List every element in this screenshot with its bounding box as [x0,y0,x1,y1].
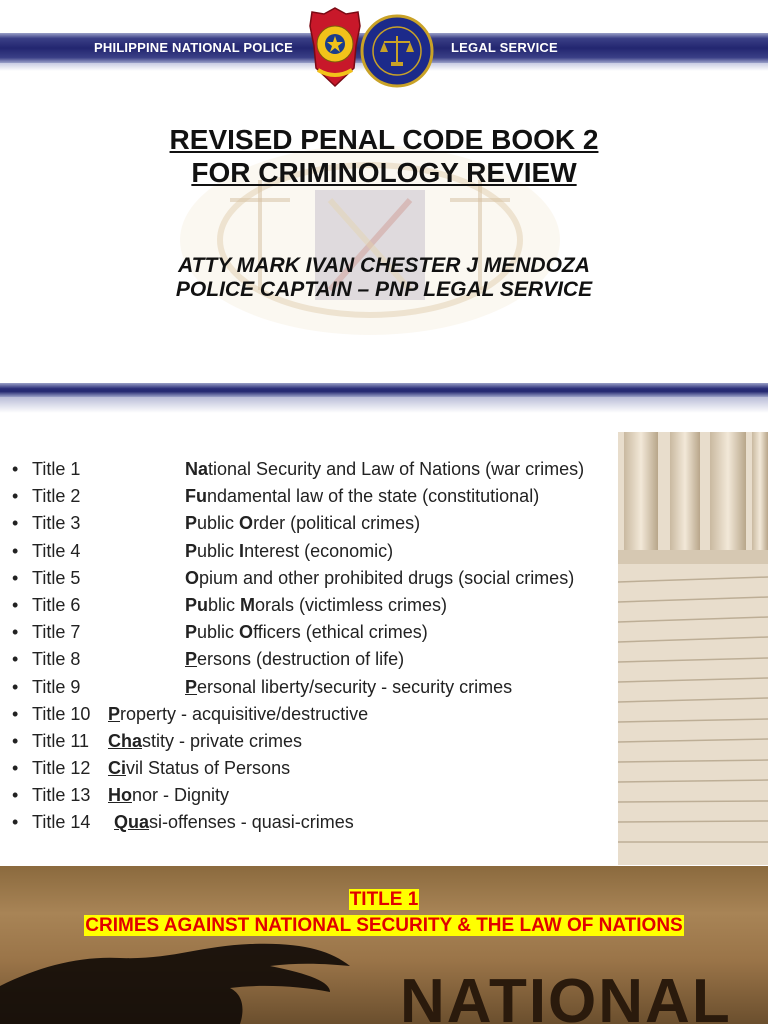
title-label: Title 6 [32,594,81,615]
title-row [12,812,618,839]
description-text-rest: rder (political crimes) [253,513,421,534]
title-row [12,568,618,595]
title-label: Title 3 [32,513,81,534]
description-text: nor - Dignity [132,785,230,806]
title-description [185,513,420,534]
mnemonic-key-underline [108,785,132,805]
title-slide [0,0,768,415]
bullet-icon: • [12,459,19,479]
slide-title-line1: REVISED PENAL CODE BOOK 2 [169,124,599,155]
mnemonic-key-underline [108,704,120,724]
mnemonic-key-underline [108,758,126,778]
court-columns-image [618,432,768,865]
title-description [108,785,229,806]
author-position: POLICE CAPTAIN – PNP LEGAL SERVICE [175,278,593,301]
bullet-icon: • [12,785,19,806]
title-description [114,812,354,833]
title-description [185,622,428,643]
title-row [12,785,618,812]
title-row [12,649,618,676]
mnemonic-key: Pu [185,594,209,615]
title-label: Title 2 [32,486,81,507]
title-row [12,595,618,622]
title-description [185,649,404,670]
mnemonic-key: Cha [108,730,143,751]
mnemonic-key: P [185,676,198,697]
bullet-icon: • [12,540,19,561]
title-description [108,731,302,752]
bullet-icon: • [12,486,19,507]
mnemonic-key: Ci [108,758,126,779]
bullet-icon: • [12,703,19,724]
title-row [12,758,618,785]
mnemonic-key: Na [185,459,209,479]
description-text: pium and other prohibited drugs (social crimes) [199,567,575,588]
description-text-rest: orals (victimless crimes) [255,594,448,615]
description-text: ersonal liberty/security - security crimes [197,676,513,697]
mnemonic-key: P [185,513,198,534]
mnemonic-key: Qua [114,812,150,833]
description-text: ndamental law of the state (constitutional) [207,486,540,507]
description-text: vil Status of Persons [126,758,291,779]
title-label: Title 13 [32,785,91,806]
mnemonic-key-underline [185,649,197,669]
legal-service-seal-logo [360,14,434,88]
title-description [185,568,574,589]
bullet-icon: • [12,758,19,779]
mnemonic-key: Ho [108,785,132,806]
mnemonic-key: P [185,649,198,670]
title-row [12,459,618,486]
description-text: ersons (destruction of life) [197,649,405,670]
mnemonic-key-second: M [240,594,256,615]
banner-subtitle-label [0,915,768,937]
description-text: ublic [197,513,240,534]
mnemonic-key-underline [114,812,149,832]
title-label: Title 14 [32,812,91,833]
bullet-icon: • [12,513,19,534]
description-text: ublic [197,622,240,643]
mnemonic-key-second: O [239,513,254,534]
title-description [108,758,290,779]
title-description [185,459,584,480]
title-label: Title 1 [32,459,81,479]
description-text: ublic [197,540,240,561]
mnemonic-key-second: I [239,540,245,561]
bullet-icon: • [12,649,19,670]
title-label: Title 7 [32,622,81,643]
title-label: Title 5 [32,567,81,588]
mnemonic-key: P [185,540,198,561]
title-label: Title 8 [32,649,81,670]
mnemonic-key-underline [185,677,197,697]
slide-title-line2: FOR CRIMINOLOGY REVIEW [191,157,577,188]
mnemonic-key-underline [108,731,142,751]
title-row [12,677,618,704]
background-word: NATIONAL [400,967,732,1024]
description-text: stity - private crimes [142,730,303,751]
title-row [12,704,618,731]
title-row [12,541,618,568]
description-text-rest: nterest (economic) [244,540,394,561]
description-text: roperty - acquisitive/destructive [120,703,369,724]
banner-subtitle-text: CRIMES AGAINST NATIONAL SECURITY & THE LAW OF NATIONS [85,915,683,936]
title-row [12,622,618,649]
title-label: Title 12 [32,758,91,779]
title-row [12,731,618,758]
title-description [185,677,512,698]
title-description [185,541,393,562]
description-text: blic [208,594,241,615]
bullet-icon: • [12,676,19,697]
title-row [12,486,618,513]
mnemonic-key: Fu [185,486,207,507]
header-left-text: PHILIPPINE NATIONAL POLICE [94,40,294,55]
banner-title-label [0,889,768,911]
mnemonic-key: P [108,703,121,724]
title-description [185,595,447,616]
bullet-icon: • [12,812,19,833]
title-row [12,513,618,540]
pnp-badge-logo [306,6,364,88]
footer-band [0,383,768,397]
mnemonic-key-second: O [239,622,254,643]
header-right-text: LEGAL SERVICE [451,40,558,55]
title-label: Title 4 [32,540,81,561]
bullet-icon: • [12,622,19,643]
footer-band-shadow [0,397,768,413]
title-description [108,704,368,725]
titles-list [12,459,618,840]
bullet-icon: • [12,594,19,615]
titles-list-slide [0,432,768,865]
banner-title-text: TITLE 1 [349,889,419,910]
title-label: Title 11 [32,730,90,751]
description-text: si-offenses - quasi-crimes [149,812,354,833]
bullet-icon: • [12,567,19,588]
title-label: Title 9 [32,676,81,697]
mnemonic-key: O [185,567,200,588]
author-name: ATTY MARK IVAN CHESTER J MENDOZA [178,254,590,277]
description-text-rest: fficers (ethical crimes) [253,622,428,643]
description-text: tional Security and Law of Nations (war crimes) [208,459,585,479]
bullet-icon: • [12,730,19,751]
title-label: Title 10 [32,703,91,724]
mnemonic-key: P [185,622,198,643]
title1-slide [0,866,768,1024]
title-description [185,486,539,507]
